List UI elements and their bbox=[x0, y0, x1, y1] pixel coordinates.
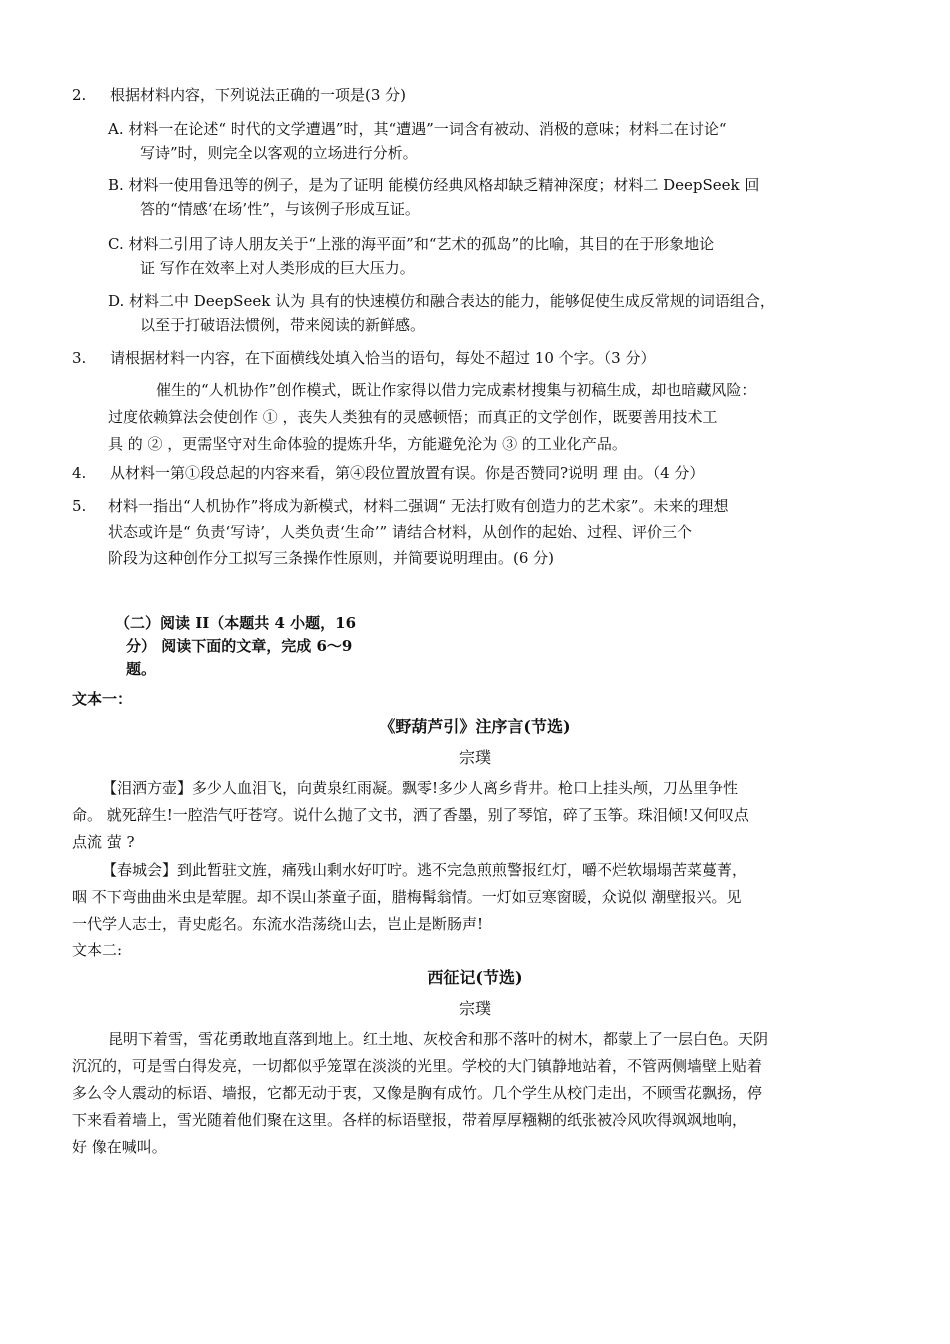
q5-line3: 阶段为这种创作分工拟写三条操作性原则，并简要说明理由。(6 分) bbox=[108, 549, 555, 567]
text1-para2-line3: 一代学人志士，青史彪名。东流水浩荡绕山去，岂止是断肠声! bbox=[72, 915, 484, 933]
q5-number: 5. bbox=[72, 497, 87, 515]
q2-option-d-line2: 以至于打破语法惯例，带来阅读的新鲜感。 bbox=[140, 316, 426, 334]
text2-line4: 下来看着墙上，雪光随着他们聚在这里。各样的标语壁报，带着厚厚糨糊的纸张被冷风吹得飒飒地响， bbox=[72, 1111, 748, 1129]
q3-passage-line3: 具 的 ② ，更需坚守对生命体验的提炼升华，方能避免沦为 ③ 的工业化产品。 bbox=[108, 435, 627, 453]
text2-line3: 多么令人震动的标语、墙报，它都无动于衷，又像是胸有成竹。几个学生从校门走出，不顾雪花飘扬，停 bbox=[72, 1084, 763, 1102]
text1-para2-line2: 咽 不下弯曲曲米虫是荤腥。却不误山茶童子面，腊梅髯翁情。一灯如豆寒窗暖，众说似 潮壁报兴。见 bbox=[72, 888, 742, 906]
q2-option-a-line1: A. 材料一在论述“ 时代的文学遭遇”时，其“遭遇”一词含有被动、消极的意味；材料二在讨论“ bbox=[108, 120, 727, 138]
q2-option-c-line2: 证 写作在效率上对人类形成的巨大压力。 bbox=[140, 259, 415, 277]
text1-label: 文本一： bbox=[72, 690, 133, 708]
text1-para2-line1: 【春城会】到此暂驻文旌，痛残山剩水好叮咛。逃不完急煎煎警报红灯，嚼不烂软塌塌苦菜蔓菁， bbox=[102, 861, 748, 879]
text1-para1-line2: 命。 就死辞生!一腔浩气吁苍穹。说什么抛了文书，洒了香墨，别了琴馆，碎了玉筝。珠泪倾!又何叹点 bbox=[72, 806, 749, 824]
q3-number: 3. bbox=[72, 349, 87, 367]
text2-line2: 沉沉的，可是雪白得发亮，一切都似乎笼罩在淡淡的光里。学校的大门镇静地站着，不管两侧墙壁上贴着 bbox=[72, 1057, 763, 1075]
q5-line2: 状态或许是“ 负责‘写诗’，人类负责‘生命’” 请结合材料，从创作的起始、过程、评价三个 bbox=[108, 523, 692, 541]
q2-option-a-line2: 写诗”时，则完全以客观的立场进行分析。 bbox=[140, 144, 418, 162]
q5-line1: 材料一指出“人机协作”将成为新模式，材料二强调“ 无法打败有创造力的艺术家”。未来的理想 bbox=[108, 497, 729, 515]
q2-option-c-line1: C. 材料二引用了诗人朋友关于“上涨的海平面”和“艺术的孤岛”的比喻，其目的在于形象地论 bbox=[108, 235, 715, 253]
q2-option-d-line1: D. 材料二中 DeepSeek 认为 具有的快速模仿和融合表达的能力，能够促使生成反常规的词语组合， bbox=[108, 292, 775, 310]
text1-title: 《野葫芦引》注序言(节选) bbox=[379, 717, 571, 736]
q4-number: 4. bbox=[72, 464, 87, 482]
section2-heading-line1: （二）阅读 II（本题共 4 小题，16 bbox=[115, 614, 357, 632]
q2-number: 2. bbox=[72, 86, 87, 104]
text2-label: 文本二: bbox=[72, 941, 123, 959]
q2-stem: 根据材料内容，下列说法正确的一项是(3 分) bbox=[110, 86, 407, 104]
q3-passage-line1: 催生的“人机协作”创作模式，既让作家得以借力完成素材搜集与初稿生成，却也暗藏风险： bbox=[156, 381, 757, 399]
q3-passage-line2: 过度依赖算法会使创作 ① ，丧失人类独有的灵感顿悟；而真正的文学创作，既要善用技术工 bbox=[108, 408, 718, 426]
section2-heading-line3: 题。 bbox=[126, 660, 157, 678]
q3-stem: 请根据材料一内容，在下面横线处填入恰当的语句，每处不超过 10 个字。（3 分） bbox=[110, 349, 656, 367]
text2-author: 宗璞 bbox=[458, 999, 491, 1018]
text2-line1: 昆明下着雪，雪花勇敢地直落到地上。红土地、灰校舍和那不落叶的树木，都蒙上了一层白色。天阴 bbox=[108, 1030, 769, 1048]
text1-para1-line3: 点流 萤 ? bbox=[72, 833, 135, 851]
text2-title: 西征记(节选) bbox=[427, 968, 523, 987]
q2-option-b-line1: B. 材料一使用鲁迅等的例子，是为了证明 能模仿经典风格却缺乏精神深度；材料二 DeepSeek 回 bbox=[108, 176, 760, 194]
q2-option-b-line2: 答的“情感‘在场’性”，与该例子形成互证。 bbox=[140, 200, 420, 218]
text1-para1-line1: 【泪洒方壶】多少人血泪飞，向黄泉红雨凝。飘零!多少人离乡背井。枪口上挂头颅，刀丛里争性 bbox=[102, 779, 739, 797]
q4-text: 从材料一第①段总起的内容来看，第④段位置放置有误。你是否赞同?说明 理 由。（4 分） bbox=[110, 464, 705, 482]
text1-author: 宗璞 bbox=[458, 748, 491, 767]
text2-line5: 好 像在喊叫。 bbox=[72, 1138, 167, 1156]
section2-heading-line2: 分） 阅读下面的文章，完成 6～9 bbox=[126, 637, 353, 655]
